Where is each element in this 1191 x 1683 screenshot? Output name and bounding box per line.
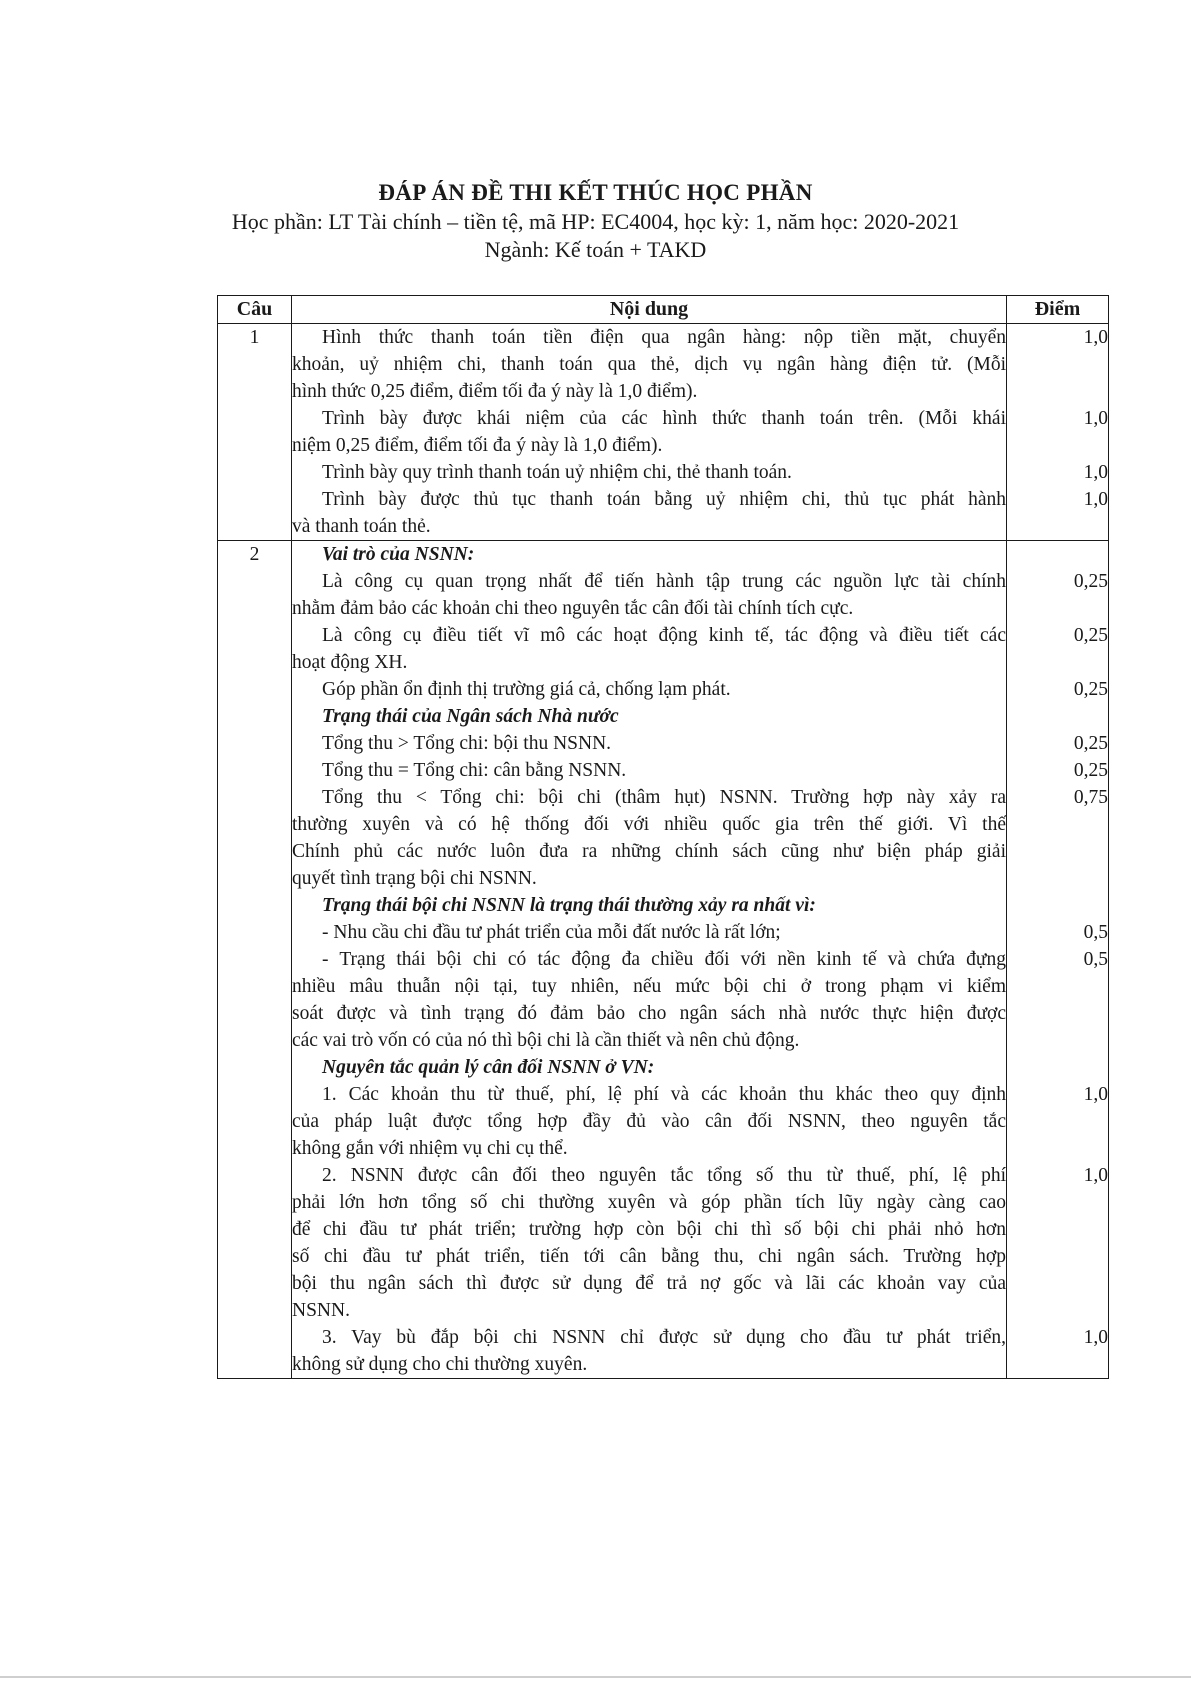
content-line: NSNN.: [292, 1300, 350, 1321]
content-line: không sử dụng cho chi thường xuyên.: [292, 1354, 588, 1375]
content-line: để chi đầu tư phát triển; trường hợp còn bội chi thì số bội chi phải nhỏ hơn: [292, 1219, 1006, 1240]
content-line: phải lớn hơn tổng số chi thường xuyên và góp phần tích lũy ngày càng cao: [292, 1192, 1006, 1213]
point-spacer: [1007, 1351, 1108, 1378]
point-spacer: [1007, 1000, 1108, 1027]
content-line: Tổng thu > Tổng chi: bội thu NSNN.: [322, 733, 612, 754]
content-line: nhằm đảm bảo các khoản chi theo nguyên tắc cân đối tài chính tích cực.: [292, 598, 854, 619]
header-cau: Câu: [218, 296, 292, 324]
point-spacer: [1007, 432, 1108, 459]
content-line: hình thức 0,25 điểm, điểm tối đa ý này là 1,0 điểm).: [292, 381, 698, 402]
content-line: thường xuyên và có hệ thống đối với nhiều quốc gia trên thế giới. Vì thế: [292, 814, 1006, 835]
section-heading: Vai trò của NSNN:: [322, 544, 475, 565]
content-line: Góp phần ổn định thị trường giá cả, chống lạm phát.: [322, 679, 731, 700]
content-line: Hình thức thanh toán tiền điện qua ngân hàng: nộp tiền mặt, chuyển: [322, 327, 1006, 348]
point-spacer: [1007, 649, 1108, 676]
question-content: [292, 541, 1007, 1379]
answer-table-body: [218, 324, 1109, 1379]
question-row: [218, 324, 1109, 541]
point-spacer: [1007, 1243, 1108, 1270]
point-spacer: [1007, 1135, 1108, 1162]
content-line: của pháp luật được tổng hợp đầy đủ vào cân đối NSNN, theo nguyên tắc: [292, 1111, 1006, 1132]
content-line: Trình bày được khái niệm của các hình thức thanh toán trên. (Mỗi khái: [322, 408, 1006, 429]
content-line: Trình bày được thủ tục thanh toán bằng uỷ nhiệm chi, thủ tục phát hành: [322, 489, 1006, 510]
point-spacer: [1007, 865, 1108, 892]
point-value: 1,0: [1083, 327, 1108, 348]
point-value: 1,0: [1083, 462, 1108, 483]
content-line: Trình bày quy trình thanh toán uỷ nhiệm chi, thẻ thanh toán.: [322, 462, 792, 483]
content-line: khoản, uỷ nhiệm chi, thanh toán qua thẻ, dịch vụ ngân hàng điện tử. (Mỗi: [292, 354, 1006, 375]
content-line: hoạt động XH.: [292, 652, 408, 673]
point-spacer: [1007, 811, 1108, 838]
point-value: 1,0: [1083, 1327, 1108, 1348]
point-spacer: [1007, 1027, 1108, 1054]
point-value: 1,0: [1083, 1165, 1108, 1186]
point-value: 1,0: [1083, 408, 1108, 429]
point-spacer: [1007, 1108, 1108, 1135]
point-value: 0,25: [1073, 625, 1108, 646]
content-line: - Trạng thái bội chi có tác động đa chiều đối với nền kinh tế và chứa đựng: [322, 949, 1006, 970]
content-line: Là công cụ điều tiết vĩ mô các hoạt động kinh tế, tác động và điều tiết các: [322, 625, 1006, 646]
content-line: số chi đầu tư phát triển, tiến tới cân bằng thu, chi ngân sách. Trường hợp: [292, 1246, 1006, 1267]
content-line: Là công cụ quan trọng nhất để tiến hành tập trung các nguồn lực tài chính: [322, 571, 1006, 592]
point-value: [1007, 1054, 1108, 1081]
point-value: 0,5: [1083, 949, 1108, 970]
point-spacer: [1007, 513, 1108, 540]
point-spacer: [1007, 973, 1108, 1000]
point-spacer: [1007, 378, 1108, 405]
point-value: 1,0: [1083, 489, 1108, 510]
question-row: [218, 541, 1109, 1379]
point-value: 0,25: [1073, 571, 1108, 592]
point-value: 0,25: [1073, 679, 1108, 700]
document-title: ĐÁP ÁN ĐỀ THI KẾT THÚC HỌC PHẦN: [378, 180, 813, 205]
point-value: 0,5: [1083, 922, 1108, 943]
answer-table: [217, 295, 1109, 1379]
point-spacer: [1007, 595, 1108, 622]
content-line: các vai trò vốn có của nó thì bội chi là cần thiết và nên chủ động.: [292, 1030, 800, 1051]
content-line: Chính phủ các nước luôn đưa ra những chính sách cũng như biện pháp giải: [292, 841, 1006, 862]
point-spacer: [1007, 351, 1108, 378]
content-line: quyết tình trạng bội chi NSNN.: [292, 868, 537, 889]
question-points: [1007, 541, 1109, 1379]
content-line: nhiều mâu thuẫn nội tại, tuy nhiên, nếu mức bội chi ở trong phạm vi kiểm: [292, 976, 1006, 997]
course-info: Học phần: LT Tài chính – tiền tệ, mã HP: EC4004, học kỳ: 1, năm học: 2020-2021: [231, 209, 960, 234]
section-heading: Trạng thái bội chi NSNN là trạng thái thường xảy ra nhất vì:: [322, 895, 816, 916]
major-info: Ngành: Kế toán + TAKD: [484, 237, 707, 262]
content-line: soát được và tình trạng đó đảm bảo cho ngân sách nhà nước thực hiện được: [292, 1003, 1006, 1024]
question-content: [292, 324, 1007, 541]
content-line: 3. Vay bù đắp bội chi NSNN chỉ được sử dụng cho đầu tư phát triển,: [322, 1327, 1006, 1348]
point-value: 0,25: [1073, 733, 1108, 754]
question-number: 2: [218, 541, 292, 1379]
question-number: 1: [218, 324, 292, 541]
point-value: 1,0: [1083, 1084, 1108, 1105]
content-line: Tổng thu = Tổng chi: cân bằng NSNN.: [322, 760, 627, 781]
content-line: 2. NSNN được cân đối theo nguyên tắc tổng số thu từ thuế, phí, lệ phí: [322, 1165, 1006, 1186]
point-spacer: [1007, 838, 1108, 865]
header-content: Nội dung: [292, 296, 1007, 324]
point-value: [1007, 892, 1108, 919]
content-line: 1. Các khoản thu từ thuế, phí, lệ phí và các khoản thu khác theo quy định: [322, 1084, 1006, 1105]
point-value: [1007, 703, 1108, 730]
content-line: bội thu ngân sách thì được sử dụng để trả nợ gốc và lãi các khoản vay của: [292, 1273, 1006, 1294]
content-line: - Nhu cầu chi đầu tư phát triển của mỗi đất nước là rất lớn;: [322, 922, 781, 943]
page-edge-divider: [0, 1676, 1191, 1678]
point-spacer: [1007, 1297, 1108, 1324]
document-header: [0, 178, 1191, 264]
question-points: [1007, 324, 1109, 541]
point-spacer: [1007, 1270, 1108, 1297]
content-line: Tổng thu < Tổng chi: bội chi (thâm hụt) NSNN. Trường hợp này xảy ra: [322, 787, 1006, 808]
point-value: [1007, 541, 1108, 568]
point-value: 0,25: [1073, 760, 1108, 781]
content-line: niệm 0,25 điểm, điểm tối đa ý này là 1,0 điểm).: [292, 435, 663, 456]
content-line: và thanh toán thẻ.: [292, 516, 431, 537]
point-spacer: [1007, 1189, 1108, 1216]
content-line: không gắn với nhiệm vụ chi cụ thể.: [292, 1138, 568, 1159]
table-header-row: [218, 296, 1109, 324]
header-points: Điểm: [1007, 296, 1109, 324]
point-spacer: [1007, 1216, 1108, 1243]
point-value: 0,75: [1073, 787, 1108, 808]
section-heading: Trạng thái của Ngân sách Nhà nước: [322, 706, 619, 727]
section-heading: Nguyên tắc quản lý cân đối NSNN ở VN:: [322, 1057, 655, 1078]
